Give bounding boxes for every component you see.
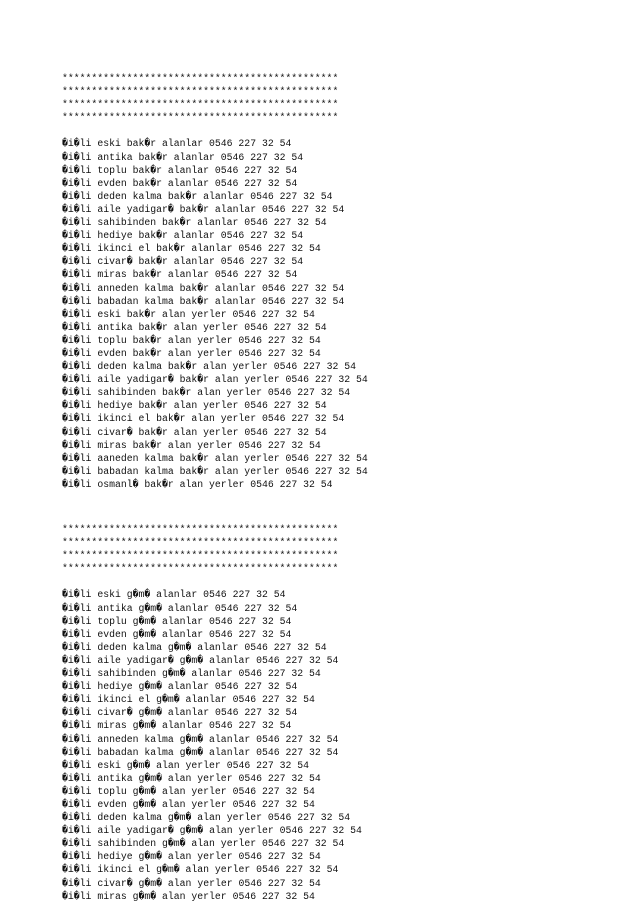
text-line: �i�li antika bak�r alanlar 0546 227 32 54 (62, 151, 304, 163)
text-line: �i�li aile yadigar� bak�r alanlar 0546 227 32 54 (62, 203, 345, 215)
text-line: �i�li evden bak�r alan yerler 0546 227 32 54 (62, 347, 321, 359)
text-line: �i�li toplu bak�r alanlar 0546 227 32 54 (62, 164, 298, 176)
star-divider-line: *********************************************** (62, 73, 339, 84)
text-line: �i�li antika g�m� alanlar 0546 227 32 54 (62, 602, 298, 614)
text-line: �i�li ikinci el g�m� alan yerler 0546 227 32 54 (62, 864, 339, 876)
text-line: �i�li evden g�m� alanlar 0546 227 32 54 (62, 628, 292, 640)
text-line: �i�li evden g�m� alan yerler 0546 227 32 54 (62, 798, 315, 810)
text-line: �i�li antika g�m� alan yerler 0546 227 32 54 (62, 772, 321, 784)
text-line: �i�li deden kalma g�m� alanlar 0546 227 32 54 (62, 641, 327, 653)
text-line: �i�li sahibinden g�m� alanlar 0546 227 32 54 (62, 668, 321, 680)
text-line: �i�li hediye bak�r alanlar 0546 227 32 54 (62, 230, 304, 242)
text-line: �i�li miras g�m� alan yerler 0546 227 32 54 (62, 890, 315, 902)
section1-divider (62, 72, 622, 124)
text-line: �i�li sahibinden g�m� alan yerler 0546 227 32 54 (62, 838, 345, 850)
section2-list (62, 588, 622, 902)
spacer (62, 124, 622, 137)
document-page (62, 72, 622, 903)
text-line: �i�li osmanl� bak�r alan yerler 0546 227 32 54 (62, 478, 333, 490)
text-line: �i�li deden kalma g�m� alan yerler 0546 227 32 54 (62, 812, 351, 824)
text-line: �i�li civar� g�m� alan yerler 0546 227 32 54 (62, 877, 321, 889)
text-line: �i�li evden bak�r alanlar 0546 227 32 54 (62, 177, 298, 189)
text-line: �i�li eski g�m� alanlar 0546 227 32 54 (62, 589, 286, 601)
text-line: �i�li civar� g�m� alanlar 0546 227 32 54 (62, 707, 298, 719)
text-line: �i�li hediye g�m� alan yerler 0546 227 32 54 (62, 851, 321, 863)
text-line: �i�li deden kalma bak�r alanlar 0546 227 32 54 (62, 190, 333, 202)
text-line: �i�li eski g�m� alan yerler 0546 227 32 54 (62, 759, 309, 771)
spacer (62, 575, 622, 588)
star-divider-line: *********************************************** (62, 86, 339, 98)
star-divider-line: *********************************************** (62, 550, 339, 562)
text-line: �i�li antika bak�r alan yerler 0546 227 32 54 (62, 321, 327, 333)
text-line: �i�li toplu g�m� alanlar 0546 227 32 54 (62, 615, 292, 627)
star-divider-line: *********************************************** (62, 99, 339, 111)
text-line: �i�li toplu bak�r alan yerler 0546 227 32 54 (62, 334, 321, 346)
star-divider-line: *********************************************** (62, 524, 339, 535)
text-line: �i�li deden kalma bak�r alan yerler 0546 227 32 54 (62, 361, 357, 373)
text-line: �i�li ikinci el bak�r alanlar 0546 227 32 54 (62, 243, 321, 255)
text-line: �i�li miras bak�r alan yerler 0546 227 32 54 (62, 439, 321, 451)
text-line: �i�li hediye bak�r alan yerler 0546 227 32 54 (62, 400, 327, 412)
text-line: �i�li anneden kalma bak�r alanlar 0546 227 32 54 (62, 282, 345, 294)
text-line: �i�li toplu g�m� alan yerler 0546 227 32 54 (62, 785, 315, 797)
text-line: �i�li eski bak�r alanlar 0546 227 32 54 (62, 138, 292, 150)
text-line: �i�li civar� bak�r alan yerler 0546 227 32 54 (62, 426, 327, 438)
text-line: �i�li aile yadigar� bak�r alan yerler 0546 227 32 54 (62, 374, 368, 386)
section1-list (62, 137, 622, 491)
text-line: �i�li aaneden kalma bak�r alan yerler 0546 227 32 54 (62, 452, 368, 464)
text-line: �i�li anneden kalma g�m� alanlar 0546 227 32 54 (62, 733, 339, 745)
text-line: �i�li miras g�m� alanlar 0546 227 32 54 (62, 720, 292, 732)
text-line: �i�li babadan kalma bak�r alanlar 0546 227 32 54 (62, 295, 345, 307)
star-divider-line: *********************************************** (62, 112, 339, 124)
text-line: �i�li babadan kalma g�m� alanlar 0546 227 32 54 (62, 746, 339, 758)
text-line: �i�li sahibinden bak�r alanlar 0546 227 32 54 (62, 217, 327, 229)
text-line: �i�li eski bak�r alan yerler 0546 227 32 54 (62, 308, 315, 320)
text-line: �i�li civar� bak�r alanlar 0546 227 32 54 (62, 256, 304, 268)
text-line: �i�li miras bak�r alanlar 0546 227 32 54 (62, 269, 298, 281)
text-line: �i�li sahibinden bak�r alan yerler 0546 227 32 54 (62, 387, 351, 399)
section2-divider (62, 523, 622, 575)
text-line: �i�li hediye g�m� alanlar 0546 227 32 54 (62, 681, 298, 693)
star-divider-line: *********************************************** (62, 537, 339, 549)
text-line: �i�li ikinci el bak�r alan yerler 0546 227 32 54 (62, 413, 345, 425)
text-line: �i�li aile yadigar� g�m� alanlar 0546 227 32 54 (62, 654, 339, 666)
text-line: �i�li aile yadigar� g�m� alan yerler 0546 227 32 54 (62, 825, 362, 837)
text-line: �i�li ikinci el g�m� alanlar 0546 227 32 54 (62, 694, 315, 706)
star-divider-line: *********************************************** (62, 563, 339, 575)
text-line: �i�li babadan kalma bak�r alan yerler 0546 227 32 54 (62, 465, 368, 477)
spacer (62, 491, 622, 523)
